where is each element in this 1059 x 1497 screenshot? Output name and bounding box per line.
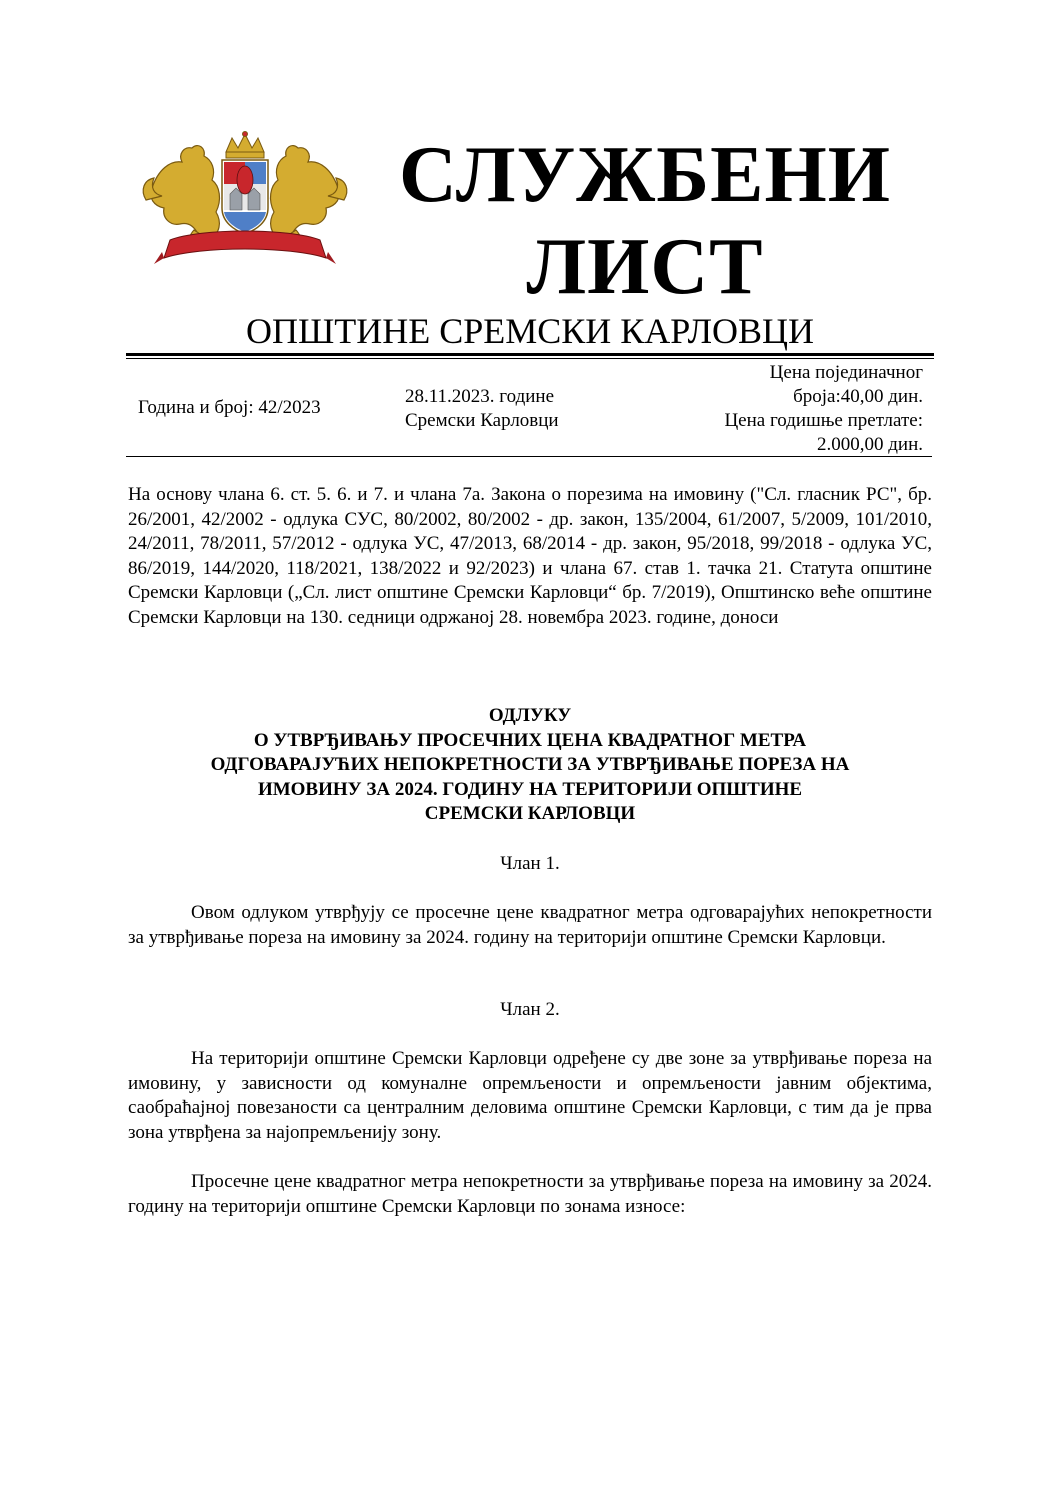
header-divider-thin [126,358,934,359]
single-issue-price-label: Цена појединачног [769,362,923,383]
article-1-text: Овом одлуком утврђују се просечне цене квадратног метра одговарајућих непокретности за утврђивање пореза на имовину за 2024. годину на територији општине Сремски Карловци. [128,902,932,948]
masthead-title: СЛУЖБЕНИ [399,131,891,219]
issue-number: Година и број: 42/2023 [138,397,321,418]
decision-title-line: ОДГОВАРАЈУЋИХ НЕПОКРЕТНОСТИ ЗА УТВРЂИВАЊЕ ПОРЕЗА НА [210,754,850,775]
single-issue-price: броја:40,00 дин. [793,386,923,407]
issue-place: Сремски Карловци [405,410,559,431]
info-divider [126,456,932,457]
decision-title-line: ИМОВИНУ ЗА 2024. ГОДИНУ НА ТЕРИТОРИЈИ ОПШТИНЕ [257,778,803,800]
article-2-heading: Члан 2. [500,999,560,1020]
preamble-paragraph: На основу члана 6. ст. 5. 6. и 7. и члана 7а. Закона о порезима на имовину ("Сл. гласник РС", бр. 26/2001, 42/2002 - одлука СУС, 80/2002, 80/2002 - др. закон, 135/2004, 61/2007, 5/2009, 101/2010, 24/2011, 78/2011, 57/2012 - одлука УС, 47/2013, 68/2014 - др. закон, 95/2018, 99/2018 - одлука УС, 86/2019, 144/2020, 118/2021, 138/2022 и 92/2023) и члана 67. став 1. тачка 21. Статута општине Сремски Карловци („Сл. лист општине Сремски Карловци“ бр. 7/2019), Општинско веће општине Сремски Карловци на 130. седници одржаној 28. новембра 2023. године, доноси [128,484,932,628]
decision-title [128,704,932,827]
article-2-paragraph-1: На територији општине Сремски Карловци одређене су две зоне за утврђивање пореза на имовину, у зависности од комуналне опремљености и опремљености јавним објектима, саобраћајној повезаности са централним деловима општине Сремски Карловци, с тим да је прва зона утврђена за најопремљенију зону. [128,1048,932,1143]
article-2-paragraph-2: Просечне цене квадратног метра непокретности за утврђивање пореза на имовину за 2024. годину на територији општине Сремски Карловци по зонама износе: [128,1171,932,1217]
annual-subscription-label: Цена годишње претлате: [724,410,923,431]
coat-of-arms-icon [140,130,350,268]
decision-title-line: ОДЛУКУ [488,705,572,726]
issue-date-place [405,385,559,433]
annual-subscription-price: 2.000,00 дин. [816,434,923,455]
masthead-title-second-line: ЛИСТ [526,223,764,311]
decision-title-line: СРЕМСКИ КАРЛОВЦИ [424,803,636,824]
issue-date: 28.11.2023. године [405,386,555,407]
decision-title-line: О УТВРЂИВАЊУ ПРОСЕЧНИХ ЦЕНА КВАДРАТНОГ МЕТРА [253,729,807,751]
article-1-heading: Члан 1. [500,853,560,874]
header-divider-thick [126,353,934,356]
masthead-subtitle: ОПШТИНЕ СРЕМСКИ КАРЛОВЦИ [245,311,815,351]
price-info [640,361,923,457]
